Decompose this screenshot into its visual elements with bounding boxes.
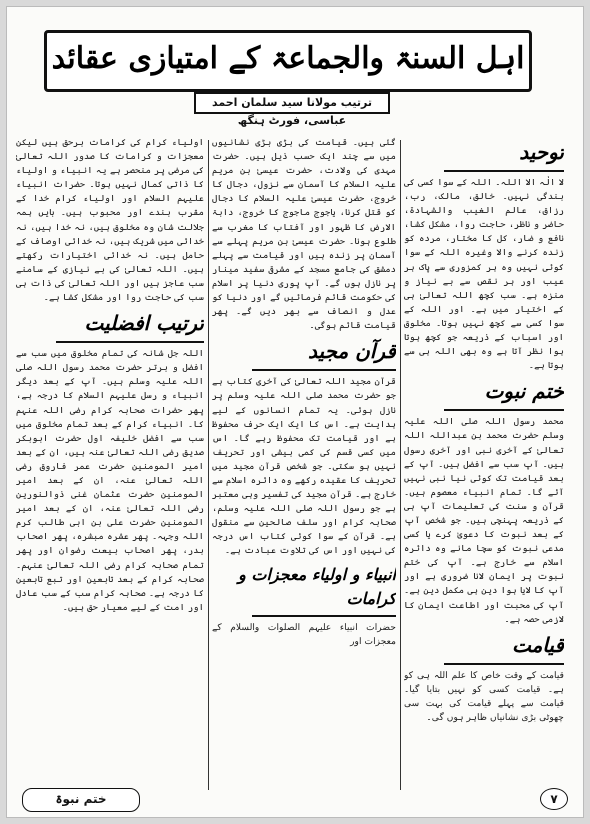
page-title: اہل السنۃ والجماعۃ کے امتیازی عقائد: [51, 41, 525, 76]
heading-underline: [252, 369, 396, 371]
paragraph-tawheed: لا الٰہ الا اللہ۔ اللہ کے سوا کسی کی بندگی نہیں۔ خالق، مالک، رب، رزاق، عالم الغیب والشہادۃ، حاضر و ناظر، حاجت روا، مشکل کشا، نافع و ضار، کل کا مختار، مردہ کو زندہ کرنے والا وغیرہ اللہ کے سوا کوئی نہیں وہ ہر کمزوری سے پاک ہر عیب اور ہر نقص سے بے نیاز و منزہ ہے۔ سب کچھ اللہ تعالیٰ ہی کے اختیار میں ہے۔ اور اللہ کے سوا کسی سے کچھ نہیں ہوتا۔ مخلوق اور اسباب کے ذریعہ جو کچھ ہوتا ہوا نظر آتا ہے وہ بھی اللہ ہی سے ہوتا ہے۔: [404, 177, 564, 372]
heading-quran-majeed: قرآن مجید: [308, 339, 396, 364]
column-divider-right: [400, 140, 401, 790]
heading-tarteeb-afzaliyat: ترتیب افضلیت: [84, 311, 204, 336]
heading-underline: [56, 341, 204, 343]
page-number: ۷: [540, 788, 568, 810]
heading-mojizat-karamat: انبیاء و اولیاء معجزات و کرامات: [238, 564, 396, 608]
paragraph-quran-majeed: قرآن مجید اللہ تعالیٰ کی آخری کتاب ہے جو حضرت محمد صلی اللہ علیہ وسلم پر نازل ہوئی۔ یہ تمام انسانوں کے لیے ہدایت ہے۔ اس کا ایک ایک حرف محفوظ ہے اور قیامت تک محفوظ رہے گا۔ اس میں کسی قسم کی کمی بیشی اور تحریف نہیں ہو سکتی۔ جو شخص قرآن مجید میں تحریف کا عقیدہ رکھے وہ دائرہ اسلام سے خارج ہے۔ قرآن مجید کی تفسیر وہی معتبر ہے جو رسول اللہ صلی اللہ علیہ وسلم، صحابہ کرام اور سلف صالحین سے منقول ہے۔ قرآن کے سوا کوئی کتاب اس درجہ کی نہیں اور اس کی تلاوت عبادت ہے۔: [212, 376, 396, 557]
heading-underline: [444, 170, 564, 172]
heading-underline: [252, 615, 396, 617]
paragraph-karamat: اولیاء کرام کی کرامات برحق ہیں لیکن معجزات و کرامات کا صدور اللہ تعالیٰ کی مرضی پر منحصر ہے یہ انبیاء و اولیاء کا ذاتی کمال نہیں ہوتا۔ حضرات انبیاء علیہم السلام اور اولیاء کرام خدا کے مقرب بندے اور محبوب ہیں۔ بایں ہمہ جلالت شان وہ مخلوق ہیں، نہ خدا ہیں، نہ خدائی میں شریک ہیں، نہ خدائی اوصاف کے حامل ہیں۔ نہ خدائی اختیارات رکھتے ہیں۔ اللہ تعالیٰ کی بے نیازی کے سامنے سب عاجز ہیں اور اللہ تعالیٰ کی ذات ہی سب کی حاجت روا اور مشکل کشا ہے۔: [16, 137, 204, 304]
heading-tawheed: توحید: [519, 140, 564, 164]
left-column: [16, 136, 204, 796]
paragraph-tarteeb-afzaliyat: اللہ جل شانہ کی تمام مخلوق میں سب سے افضل و برتر حضرت محمد رسول اللہ صلی اللہ علیہ وسلم ہیں۔ آپ کے بعد دیگر انبیاء و رسل علیہم السلام کا درجہ ہے، پھر حضرات صحابہ کرام رضی اللہ عنہم کا۔ انبیاء کرام کے بعد تمام مخلوق میں سب سے افضل خلیفہ اول حضرت ابوبکر صدیق رضی اللہ تعالیٰ عنہ ہیں، ان کے بعد امیر المومنین حضرت عمر فاروق رضی اللہ تعالیٰ عنہ، ان کے بعد امیر المومنین حضرت عثمان غنی ذوالنورین رضی اللہ تعالیٰ عنہ، ان کے بعد امیر المومنین حضرت علی بن ابی طالب کرم اللہ وجہہ۔ پھر عشرہ مبشرہ، پھر اصحاب بدر، پھر اصحاب بیعت رضوان اور پھر تمام صحابہ کرام رضی اللہ تعالیٰ عنہم۔ صحابہ کرام کے بعد تابعین اور تبع تابعین کا درجہ ہے۔ صحابہ کرام سب کے سب عادل اور امت کے لیے معیار حق ہیں۔: [16, 348, 204, 613]
heading-underline: [444, 663, 564, 665]
magazine-badge: ختم نبوۃ: [22, 788, 140, 812]
paragraph-qiyamat: قیامت کے وقت خاص کا علم اللہ ہی کو ہے۔ قیامت کسی کو نہیں بتایا گیا۔ قیامت سے پہلے قیامت کی بہت سی چھوٹی بڑی نشانیاں ظاہر ہوں گی۔: [404, 669, 564, 723]
heading-qiyamat: قیامت: [511, 632, 564, 657]
title-banner: [44, 30, 532, 92]
author-byline: ترتیب مولانا سید سلمان احمد عباسی، فورٹ ہنگھ: [194, 92, 390, 114]
paragraph-khatm-nabuwwat: محمد رسول اللہ صلی اللہ علیہ وسلم حضرت محمد بن عبداللہ اللہ تعالیٰ کے آخری نبی اور آخری رسول ہیں۔ آپ سب سے افضل ہیں۔ آپ کے بعد قیامت تک کوئی نیا نبی نہیں آئے گا۔ تمام انبیاء معصوم ہیں۔ قرآن و سنت کی تعلیمات آپ ہی کے ذریعہ پہنچی ہیں۔ جو شخص آپ کے بعد نبوت کا دعویٰ کرے یا کسی مدعی نبوت کو سچا مانے وہ دائرہ اسلام سے خارج ہے۔ آپ کی ختم نبوت پر ایمان لانا ضروری ہے اور آپ کا لایا ہوا دین ہی مکمل دین ہے۔ آپ کی محبت اور اطاعت ایمان کا لازمی حصہ ہے۔: [404, 416, 564, 625]
paragraph-qiyamat-signs: گئی ہیں۔ قیامت کی بڑی بڑی نشانیوں میں سے چند ایک حسب ذیل ہیں۔ حضرت مہدی کی ولادت، حضرت عیسیٰ بن مریم علیہ السلام کا آسمان سے نزول، دجال کا خروج، حضرت عیسیٰ علیہ السلام کا دجال کو قتل کرنا، یاجوج ماجوج کا خروج، دابۃ الارض کا ظہور اور آفتاب کا مغرب سے طلوع ہونا۔ حضرت عیسیٰ بن مریم پہلے سے آسمان پر زندہ ہیں اور قیامت سے پہلے دمشق کی جامع مسجد کے مشرقی سفید مینار پر نازل ہوں گے۔ آپ پوری دنیا پر اسلام کی حکومت قائم فرمائیں گے اور دنیا کو عدل و انصاف سے بھر دیں گے۔ پھر قیامت قائم ہوگی۔: [212, 137, 396, 332]
heading-underline: [444, 409, 564, 411]
column-divider-left: [208, 140, 209, 790]
heading-khatm-nabuwwat: ختم نبوت: [484, 379, 564, 404]
right-column: [404, 136, 564, 796]
paragraph-mojizat-start: حضرات انبیاء علیہم الصلوات والسلام کے معجزات اور: [212, 621, 396, 647]
middle-column: [212, 136, 396, 796]
